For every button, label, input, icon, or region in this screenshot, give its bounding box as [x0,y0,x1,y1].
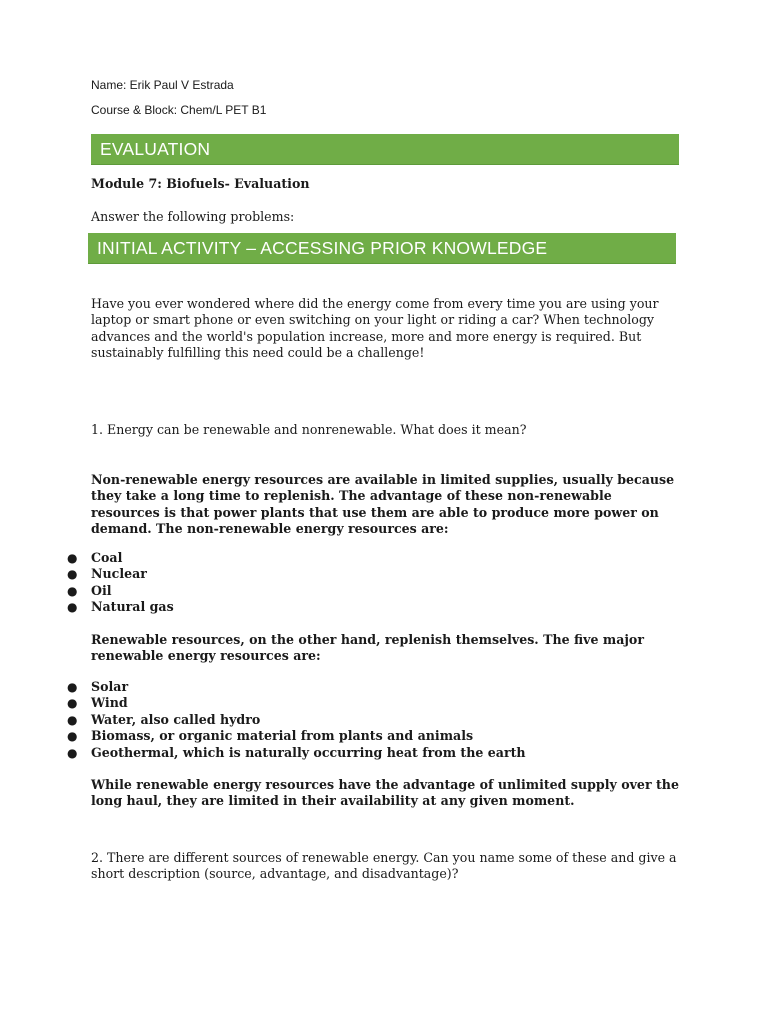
list-item-text: Oil [91,582,112,598]
list-item [64,599,684,615]
list-item [64,728,684,744]
closing-paragraph: While renewable energy resources have the advantage of unlimited supply over the long haul, they are limited in their availability at any given moment. [91,777,679,809]
bullet-icon: ● [67,600,78,615]
evaluation-banner [91,134,679,165]
list-item [64,566,684,582]
module-title: Module 7: Biofuels- Evaluation [91,176,310,191]
nonrenewable-list [64,550,684,616]
student-name: Name: Erik Paul V Estrada [91,78,234,92]
list-item [64,679,684,695]
list-item [64,550,684,566]
initial-activity-banner-title: INITIAL ACTIVITY – ACCESSING PRIOR KNOWLEDGE [97,237,548,258]
list-item [64,745,684,761]
list-item-text: Water, also called hydro [91,711,261,727]
bullet-icon: ● [67,583,78,598]
list-item [64,712,684,728]
list-item-text: Solar [91,679,129,694]
list-item [64,695,684,711]
list-item [64,583,684,599]
bullet-icon: ● [67,567,78,582]
bullet-icon: ● [67,745,78,760]
list-item-text: Wind [91,695,128,711]
initial-activity-banner [88,233,676,264]
bullet-icon: ● [67,551,78,565]
renewable-list [64,679,684,761]
instruction-text: Answer the following problems: [91,209,295,224]
bullet-icon: ● [67,729,78,744]
nonrenewable-paragraph: Non-renewable energy resources are available in limited supplies, usually because they take a long time to replenish. The advantage of these non-renewable resources is that power plants that use them are able to produce more power on demand. The non-renewable energy resources are: [91,472,675,537]
list-item-text: Coal [91,550,123,565]
list-item-text: Natural gas [91,599,174,615]
bullet-icon: ● [67,680,78,694]
list-item-text: Nuclear [91,566,147,582]
list-item-text: Geothermal, which is naturally occurring heat from the earth [91,744,526,760]
course-block: Course & Block: Chem/L PET B1 [91,103,267,117]
list-item-text: Biomass, or organic material from plants and animals [91,728,474,744]
question-1: 1. Energy can be renewable and nonrenewable. What does it mean? [91,422,527,437]
evaluation-banner-title: EVALUATION [100,138,211,159]
intro-paragraph: Have you ever wondered where did the energy come from every time you are using your laptop or smart phone or even switching on your light or riding a car? When technology advances and the world's population increase, more and more energy is required. But sustainably fulfilling this need could be a challenge! [91,296,659,361]
bullet-icon: ● [67,712,78,727]
renewable-paragraph: Renewable resources, on the other hand, replenish themselves. The five major renewable energy resources are: [91,632,644,664]
bullet-icon: ● [67,696,78,711]
question-2: 2. There are different sources of renewable energy. Can you name some of these and give a short description (source, advantage, and disadvantage)? [91,850,677,882]
